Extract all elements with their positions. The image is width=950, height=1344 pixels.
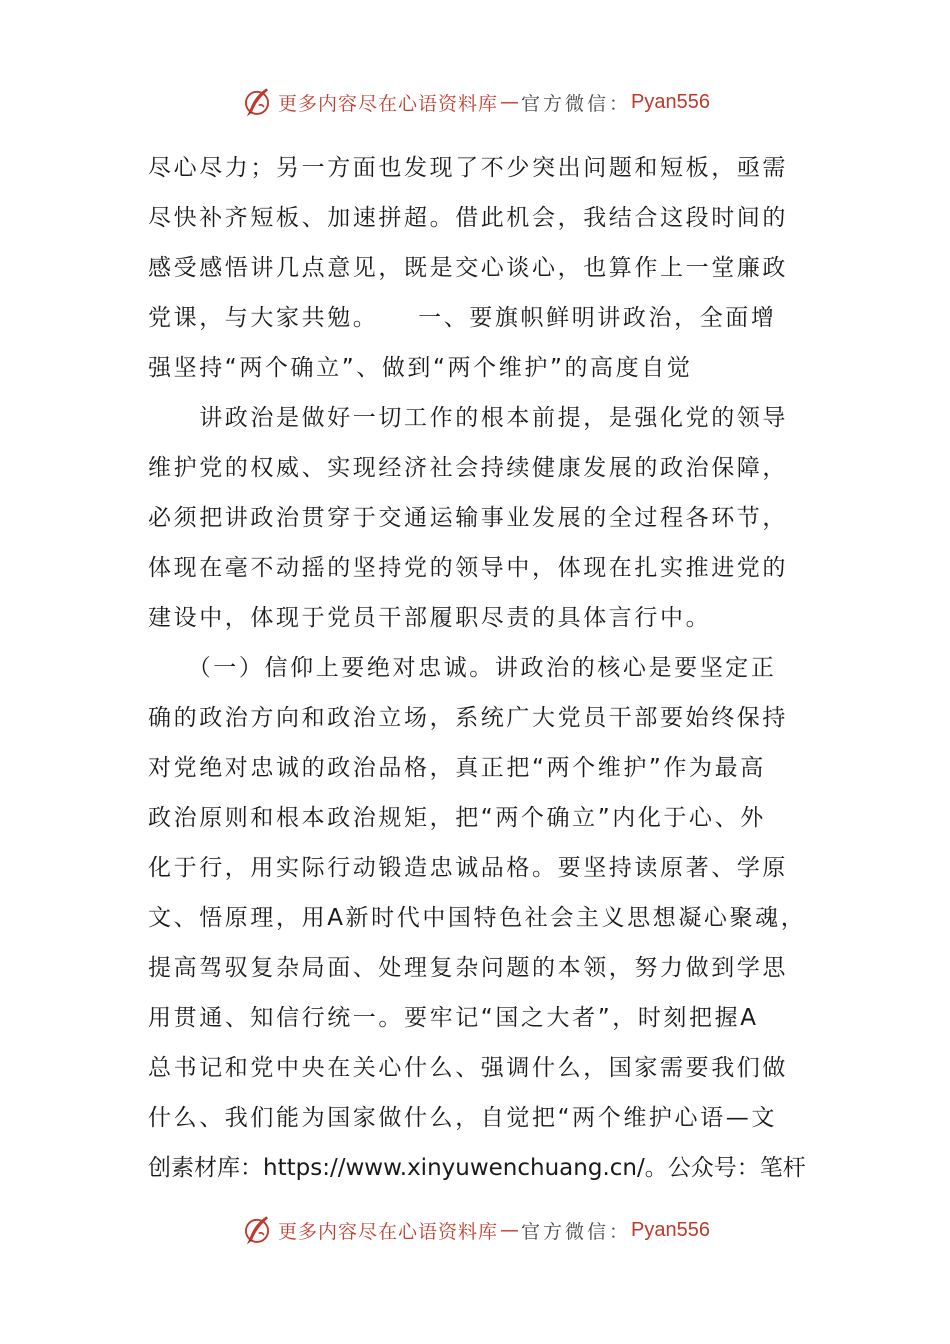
text-line: 尽快补齐短板、加速拼超。借此机会，我结合这段时间的 — [148, 205, 788, 231]
header-banner — [0, 82, 950, 122]
text-line: 创素材库：https://www.xinyuwenchuang.cn/。公众号：笔杆 — [148, 1155, 806, 1181]
text-line: 提高驾驭复杂局面、处理复杂问题的本领，努力做到学思 — [148, 955, 788, 981]
banner-dash: — — [500, 1219, 520, 1241]
text-line: 体现在毫不动摇的坚持党的领导中，体现在扎实推进党的 — [148, 555, 788, 581]
banner-wechat-label: 官方微信： — [521, 92, 632, 115]
text-line: 确的政治方向和政治立场，系统广大党员干部要始终保持 — [148, 705, 788, 731]
quill-logo-icon — [240, 85, 274, 119]
text-line: 对党绝对忠诚的政治品格，真正把“两个维护”作为最高 — [148, 755, 766, 781]
banner-wechat-label: 官方微信： — [521, 1220, 632, 1243]
banner-wechat-account: Pyan556 — [631, 90, 710, 113]
quill-logo-icon — [240, 1213, 274, 1247]
text-line: 感受感悟讲几点意见，既是交心谈心，也算作上一堂廉政 — [148, 255, 788, 281]
footer-banner — [0, 1210, 950, 1250]
text-line: 维护党的权威、实现经济社会持续健康发展的政治保障， — [148, 455, 788, 481]
banner-slogan: 更多内容尽在心语资料库 — [278, 1220, 499, 1243]
text-line: 文、悟原理，用A新时代中国特色社会主义思想凝心聚魂， — [148, 905, 807, 931]
text-line: 用贯通、知信行统一。要牢记“国之大者”，时刻把握A — [148, 1005, 759, 1031]
text-line: 讲政治是做好一切工作的根本前提，是强化党的领导 — [148, 405, 788, 431]
text-line: 政治原则和根本政治规矩，把“两个确立”内化于心、外 — [148, 805, 766, 831]
text-line: 强坚持“两个确立”、做到“两个维护”的高度自觉 — [148, 355, 693, 381]
banner-wechat-account: Pyan556 — [631, 1218, 710, 1241]
banner-slogan: 更多内容尽在心语资料库 — [278, 92, 499, 115]
document-body — [0, 146, 950, 1186]
banner-dash: — — [500, 91, 520, 113]
text-line: 什么、我们能为国家做什么，自觉把“两个维护心语—文 — [148, 1105, 777, 1131]
text-line: 建设中，体现于党员干部履职尽责的具体言行中。 — [148, 605, 712, 631]
text-line: （一）信仰上要绝对忠诚。讲政治的核心是要坚定正 — [148, 655, 777, 681]
text-line: 化于行，用实际行动锻造忠诚品格。要坚持读原著、学原 — [148, 855, 788, 881]
text-line: 必须把讲政治贯穿于交通运输事业发展的全过程各环节， — [148, 505, 788, 531]
text-line: 总书记和党中央在关心什么、强调什么，国家需要我们做 — [148, 1055, 788, 1081]
text-line: 尽心尽力；另一方面也发现了不少突出问题和短板，亟需 — [148, 155, 788, 181]
text-line: 党课，与大家共勉。 一、要旗帜鲜明讲政治，全面增 — [148, 305, 777, 331]
